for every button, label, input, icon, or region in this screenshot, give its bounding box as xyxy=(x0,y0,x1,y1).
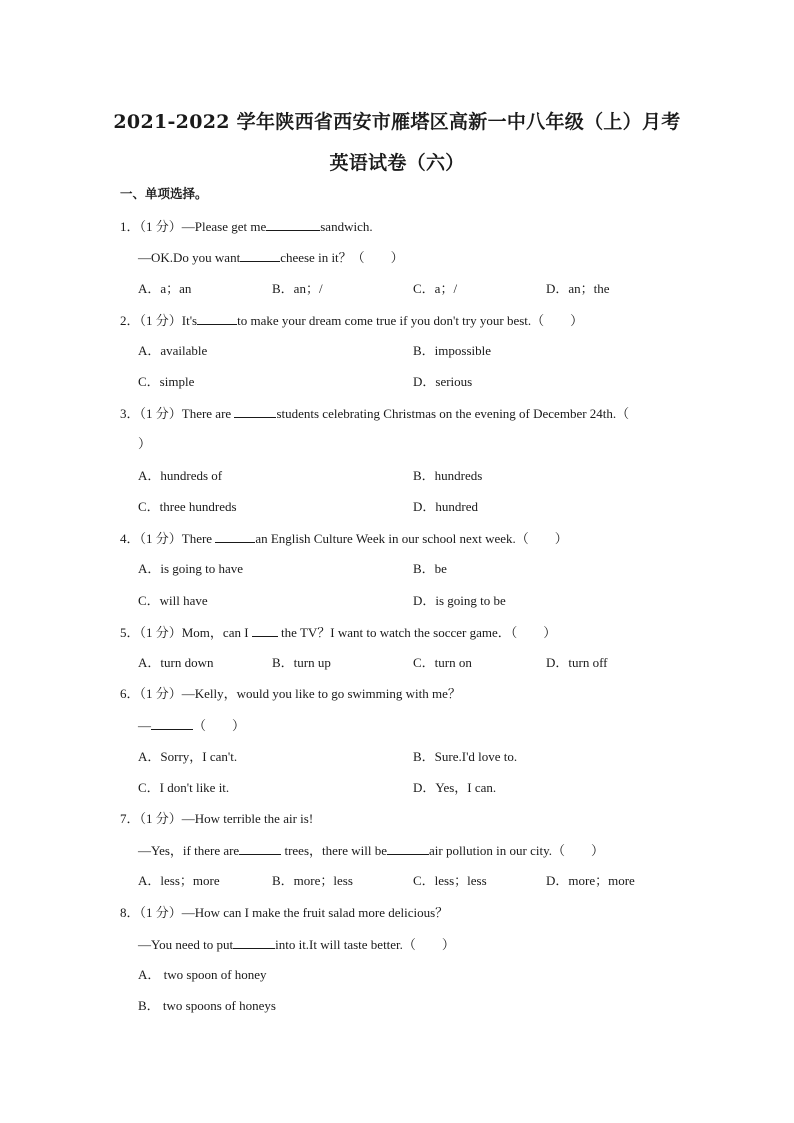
option-a: A．a；an xyxy=(138,281,192,296)
answer-blank xyxy=(215,530,255,543)
answer-blank xyxy=(233,936,275,949)
question-1-prompt: 1．（1 分）—Please get me sandwich. xyxy=(120,219,373,234)
option-a: A． two spoon of honey xyxy=(138,967,267,982)
option-a: A．hundreds of xyxy=(138,468,223,483)
exam-title-line-1: 2021-2022 学年陕西省西安市雁塔区高新一中八年级（上）月考 xyxy=(113,111,681,133)
option-a: A．Sorry，I can't. xyxy=(138,749,238,764)
option-d: D．hundred xyxy=(413,499,478,514)
option-d: D．serious xyxy=(413,374,473,389)
option-d: D．turn off xyxy=(546,655,608,670)
answer-blank xyxy=(234,405,276,418)
option-d: D．more；more xyxy=(546,873,635,888)
question-3-prompt: 3．（1 分）There are students celebrating Christmas on the evening of December 24th.（ xyxy=(120,406,630,421)
option-c: C．will have xyxy=(138,593,208,608)
option-b: B．turn up xyxy=(272,655,331,670)
option-a: A．available xyxy=(138,343,208,358)
question-6-reply: — （ ） xyxy=(138,718,246,733)
option-b: B．impossible xyxy=(413,343,492,358)
question-3-paren: ） xyxy=(138,436,152,451)
option-d: D．Yes，I can. xyxy=(413,780,497,795)
option-d: D．is going to be xyxy=(413,593,506,608)
option-a: A．less；more xyxy=(138,873,220,888)
section-heading: 一、单项选择。 xyxy=(120,186,208,201)
option-a: A．is going to have xyxy=(138,561,244,576)
option-c: C．simple xyxy=(138,374,195,389)
question-1-reply: —OK.Do you want cheese in it？（ ） xyxy=(138,250,404,265)
option-c: C．three hundreds xyxy=(138,499,237,514)
exam-title-line-2: 英语试卷（六） xyxy=(329,152,465,174)
option-a: A．turn down xyxy=(138,655,214,670)
option-b: B．an；/ xyxy=(272,281,323,296)
option-b: B． two spoons of honeys xyxy=(138,998,276,1013)
option-d: D．an；the xyxy=(546,281,610,296)
answer-blank xyxy=(239,842,281,855)
answer-blank xyxy=(151,717,193,730)
option-c: C．a；/ xyxy=(413,281,458,296)
option-b: B．more；less xyxy=(272,873,353,888)
option-c: C．turn on xyxy=(413,655,472,670)
answer-blank xyxy=(240,249,280,262)
question-4-prompt: 4．（1 分）There an English Culture Week in our school next week.（ ） xyxy=(120,531,568,546)
question-7-reply: —Yes，if there are trees，there will be air pollution in our city.（ ） xyxy=(138,843,604,858)
question-7-prompt: 7．（1 分）—How terrible the air is! xyxy=(120,811,314,826)
option-b: B．Sure.I'd love to. xyxy=(413,749,518,764)
option-b: B．be xyxy=(413,561,447,576)
question-5-prompt: 5．（1 分）Mom，can I the TV？I want to watch the soccer game．（ ） xyxy=(120,625,557,640)
question-8-prompt: 8．（1 分）—How can I make the fruit salad more delicious？ xyxy=(120,905,449,920)
option-c: C．less；less xyxy=(413,873,487,888)
answer-blank xyxy=(387,842,429,855)
question-6-prompt: 6．（1 分）—Kelly，would you like to go swimming with me？ xyxy=(120,686,461,701)
answer-blank xyxy=(252,624,278,637)
question-8-reply: —You need to put into it.It will taste better.（ ） xyxy=(138,937,455,952)
option-b: B．hundreds xyxy=(413,468,483,483)
option-c: C．I don't like it. xyxy=(138,780,230,795)
answer-blank xyxy=(266,218,320,231)
answer-blank xyxy=(197,312,237,325)
question-2-prompt: 2．（1 分）It's to make your dream come true if you don't try your best.（ ） xyxy=(120,313,584,328)
